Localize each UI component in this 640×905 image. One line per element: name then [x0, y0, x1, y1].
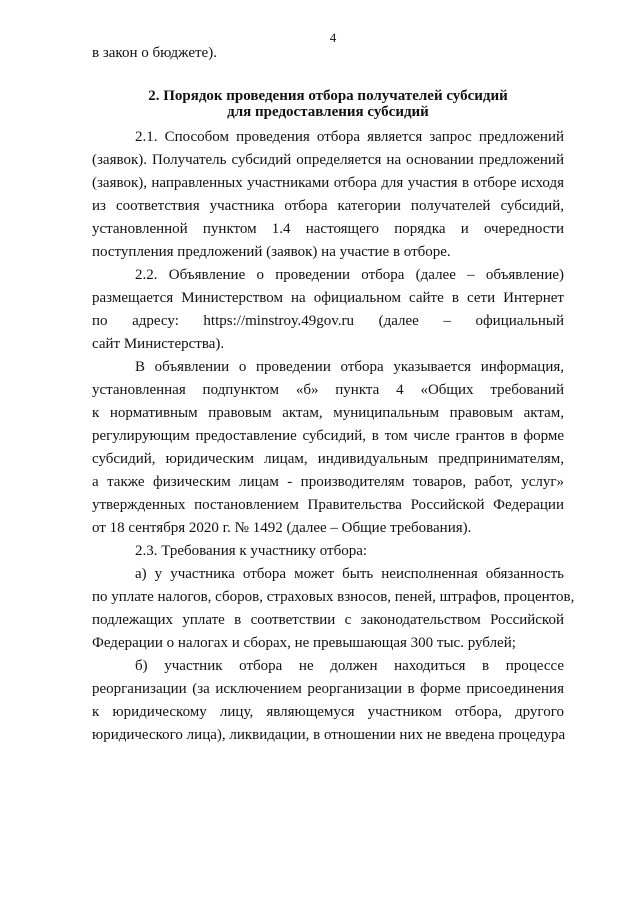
- paragraph-line: 2.2. Объявление о проведении отбора (далее – объявление): [135, 267, 564, 283]
- paragraph-line: поступления предложений (заявок) на участие в отборе.: [92, 244, 451, 260]
- paragraph-line: субсидий, юридическим лицам, индивидуальным предпринимателям,: [92, 451, 564, 467]
- paragraph-line: по уплате налогов, сборов, страховых взносов, пеней, штрафов, процентов,: [92, 589, 575, 605]
- paragraph-line: юридического лица), ликвидации, в отношении них не введена процедура: [92, 727, 566, 743]
- paragraph-line: от 18 сентября 2020 г. № 1492 (далее – Общие требования).: [92, 520, 472, 536]
- paragraph-line: по адресу: https://minstroy.49gov.ru (далее – официальный: [92, 313, 564, 329]
- section-body: [92, 126, 575, 747]
- paragraph-item-b: [92, 655, 564, 747]
- paragraph-2-1: [92, 126, 564, 264]
- paragraph-item-a: [92, 563, 575, 655]
- section-heading: [92, 88, 564, 120]
- paragraph-line: установленной пунктом 1.4 настоящего порядка и очередности: [92, 221, 564, 237]
- paragraph-announcement: [92, 356, 564, 540]
- paragraph-line: 2.3. Требования к участнику отбора:: [135, 543, 368, 559]
- section-heading-line-2: для предоставления субсидий: [227, 104, 429, 120]
- paragraph-2-3: [92, 540, 564, 563]
- paragraph-line: (заявок), направленных участниками отбора для участия в отборе исходя: [92, 175, 564, 191]
- paragraph-line: б) участник отбора не должен находиться в процессе: [135, 658, 564, 674]
- intro-fragment: [92, 42, 564, 65]
- paragraph-line: сайт Министерства).: [92, 336, 225, 352]
- paragraph-line: установленная подпунктом «б» пункта 4 «Общих требований: [92, 382, 564, 398]
- paragraph-line: (заявок). Получатель субсидий определяется на основании предложений: [92, 152, 564, 168]
- paragraph-line: утвержденных постановлением Правительства Российской Федерации: [92, 497, 564, 513]
- paragraph-line: регулирующим предоставление субсидий, в том числе грантов в форме: [92, 428, 564, 444]
- paragraph-line: из соответствия участника отбора категории получателей субсидий,: [92, 198, 564, 214]
- paragraph-line: подлежащих уплате в соответствии с законодательством Российской: [92, 612, 564, 628]
- paragraph-line: к нормативным правовым актам, муниципальным правовым актам,: [92, 405, 564, 421]
- page-number: 4: [329, 30, 337, 45]
- paragraph-line: 2.1. Способом проведения отбора является запрос предложений: [135, 129, 564, 145]
- paragraph-line: реорганизации (за исключением реорганизации в форме присоединения: [92, 681, 564, 697]
- paragraph-line: а) у участника отбора может быть неисполненная обязанность: [135, 566, 564, 582]
- intro-line: в закон о бюджете).: [92, 45, 217, 61]
- section-heading-line-1: 2. Порядок проведения отбора получателей субсидий: [148, 88, 508, 104]
- paragraph-2-2: [92, 264, 564, 356]
- paragraph-line: В объявлении о проведении отбора указывается информация,: [135, 359, 564, 375]
- paragraph-line: к юридическому лицу, являющемуся участником отбора, другого: [92, 704, 564, 720]
- paragraph-line: размещается Министерством на официальном сайте в сети Интернет: [92, 290, 564, 306]
- paragraph-line: Федерации о налогах и сборах, не превышающая 300 тыс. рублей;: [92, 635, 516, 651]
- paragraph-line: а также физическим лицам - производителям товаров, работ, услуг»: [92, 474, 564, 490]
